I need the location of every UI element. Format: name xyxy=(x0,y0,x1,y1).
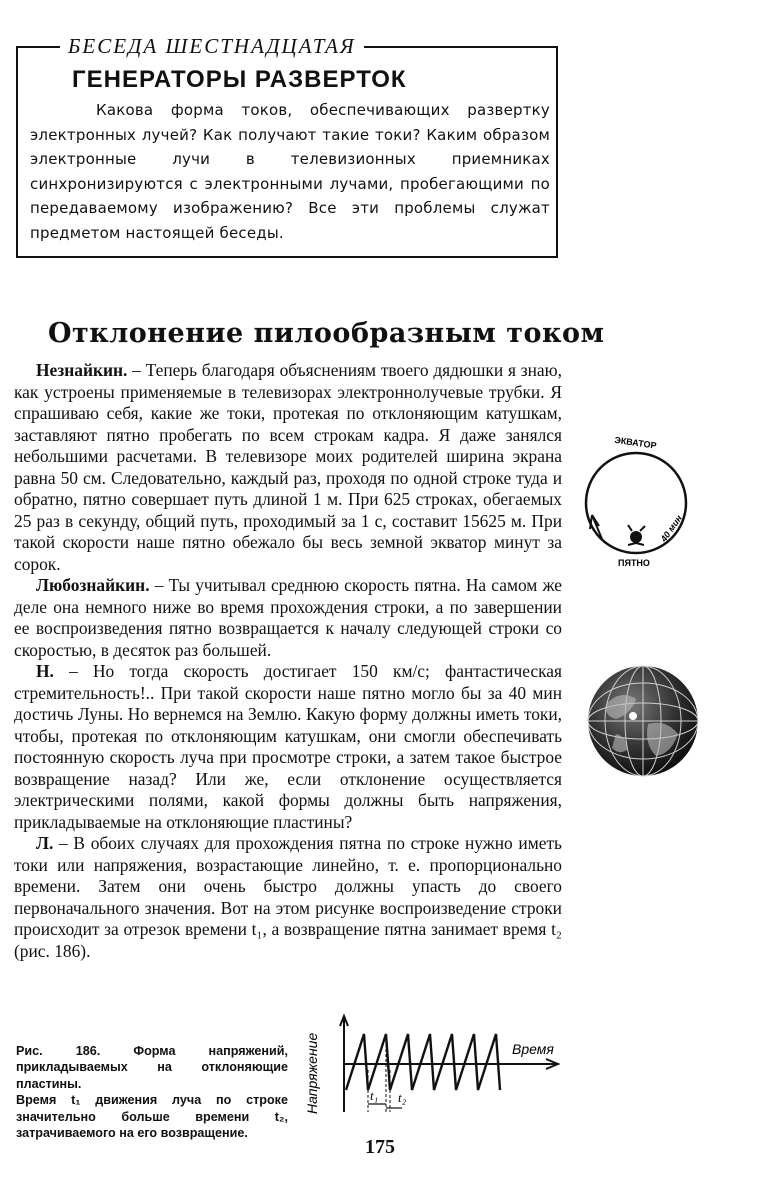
body-text xyxy=(14,360,562,962)
paragraph xyxy=(14,575,562,661)
sawtooth-line xyxy=(346,1034,500,1090)
figure-caption xyxy=(16,1043,288,1141)
equator-label: ЭКВАТОР xyxy=(613,434,658,451)
caption-line-1: Рис. 186. Форма напряжений, прикладываемых на отклоняющие пластины. xyxy=(16,1044,288,1091)
globe-illustration xyxy=(586,664,700,778)
speaker-name: Незнайкин. xyxy=(36,360,128,380)
caption-line-2: Время t₁ движения луча по строке значительно больше времени t₂, затрачиваемого на его возвращение. xyxy=(16,1093,288,1141)
chapter-title: ГЕНЕРАТОРЫ РАЗВЕРТОК xyxy=(72,66,407,93)
equator-illustration xyxy=(580,425,700,575)
paragraph-text: – В обоих случаях для прохождения пятна по строке нужно иметь токи или напряжения, возрастающие линейно, т. е. пропорционально времени. Затем они очень быстро должны упасть до своего первоначального значения. Вот на этом рисунке воспроизведение строки происходит за отрезок времени t₁, а возвращение пятна занимает время t₂ (рис. 186). xyxy=(14,833,562,961)
paragraph xyxy=(14,661,562,833)
paragraph-text: – Теперь благодаря объяснениям твоего дядюшки я знаю, как устроены применяемые в телевизорах электроннолучевые трубки. Я спрашиваю себя, какие же токи, протекая по отклоняющим катушкам, заставляют пятно пробегать по всем строкам кадра. Я даже занялся небольшими расчетами. В телевизоре моих родителей ширина экрана равна 50 см. Следовательно, каждый раз, проходя по одной строке туда и обратно, пятно совершает путь длиной 1 м. При 625 строках, обегаемых 25 раз в секунду, общий путь, проходимый за 1 с, составит 15625 м. При такой скорости наше пятно обежало бы весь земной экватор минут за сорок. xyxy=(14,360,562,574)
paragraph-text: – Но тогда скорость достигает 150 км/с; фантастическая стремительность!.. При такой скорости наше пятно могло бы за 40 мин достичь Луны. Но вернемся на Землю. Какую форму должны иметь токи, чтобы, протекая по отклоняющим катушкам, они смогли обеспечивать постоянную скорость луча при просмотре строки, а затем такое быстрое возвращение назад? Или же, если отклонение осуществляется электрическими полями, какой формы должны быть напряжения, прикладываемые на отклоняющие пластины? xyxy=(14,661,562,832)
chapter-label: БЕСЕДА ШЕСТНАДЦАТАЯ xyxy=(60,34,364,58)
intro-text: Какова форма токов, обеспечивающих развертку электронных лучей? Как получают такие токи? Каким образом электронные лучи в телевизионных приемниках синхронизируются с электронными лучами, пробегающими по передаваемому изображению? Все эти проблемы служат предметом настоящей беседы. xyxy=(30,101,550,242)
speaker-name: Л. xyxy=(36,833,54,853)
speaker-name: Н. xyxy=(36,661,54,681)
section-title: Отклонение пилообразным током xyxy=(48,318,605,349)
paragraph xyxy=(14,833,562,962)
y-axis-label: Напряжение xyxy=(304,1032,320,1114)
spot-label: ПЯТНО xyxy=(618,558,650,568)
time-label: 40 мин xyxy=(658,513,685,544)
spot-figure-icon xyxy=(630,531,642,543)
t1-label: t₁ xyxy=(370,1088,379,1103)
x-axis-label: Время xyxy=(512,1041,554,1057)
paragraph xyxy=(14,360,562,575)
paragraph-text: – Ты учитывал среднюю скорость пятна. На самом же деле она немного ниже во время прохождения строки, а по завершении ее воспроизведения пятно возвращается к началу следующей строки со скоростью, в десяток раз большей. xyxy=(14,575,562,660)
page-number: 175 xyxy=(365,1136,395,1158)
spot-marker-icon xyxy=(629,712,637,720)
t2-label: t₂ xyxy=(398,1090,407,1105)
speaker-name: Любознайкин. xyxy=(36,575,150,595)
sawtooth-waveform xyxy=(304,1012,566,1122)
